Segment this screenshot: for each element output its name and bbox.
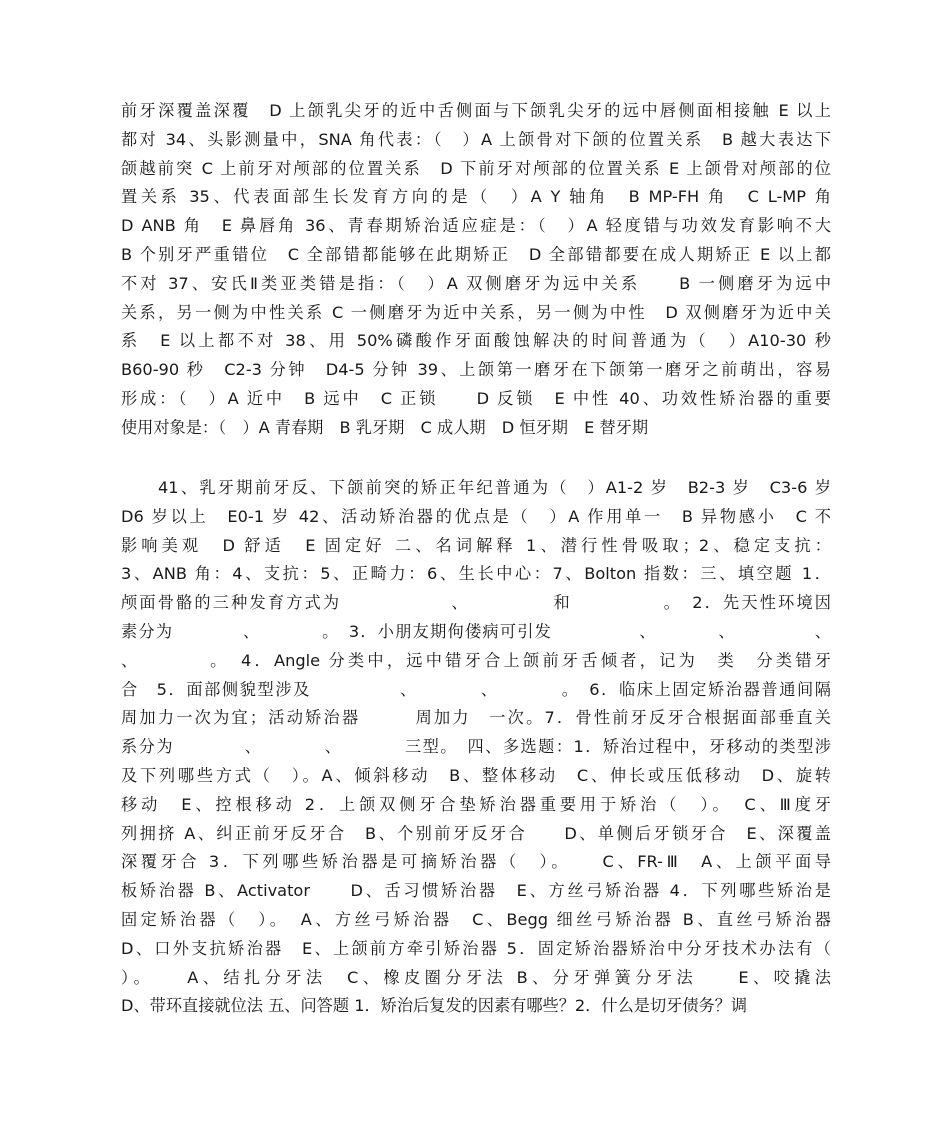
text-line: 周加力一次为宜；活动矫治器 周加力 一次。7．骨性前牙反牙合根据面部垂直关 <box>121 708 831 728</box>
text-line: 深覆牙合 3．下列哪些矫治器是可摘矫治器（ ）。 C、FR-Ⅲ A、上颌平面导 <box>121 852 831 872</box>
text-line: 、 。 4．Angle 分类中，远中错牙合上颌前牙舌倾者，记为 类 分类错牙 <box>121 650 831 670</box>
text-line: D、口外支抗矫治器 E、上颌前方牵引矫治器 5．固定矫治器矫治中分牙技术办法有（ <box>121 938 831 958</box>
text-line: 都对 34、头影测量中，SNA 角代表：（ ）A 上颌骨对下颌的位置关系 B 越大表达下 <box>121 129 831 149</box>
paragraph-questions-33-40 <box>121 97 831 443</box>
text-line: 系分为 、 、 三型。 四、多选题：1．矫治过程中，牙移动的类型涉 <box>121 737 831 757</box>
text-line: 系 E 以上都不对 38、用 50%磷酸作牙面酸蚀解决的时间普通为（ ）A10-30 秒 <box>121 331 831 351</box>
text-line: 固定矫治器（ ）。 A、方丝弓矫治器 C、Begg 细丝弓矫治器 B、直丝弓矫治器 <box>121 909 831 929</box>
text-line: 不对 37、安氏Ⅱ类亚类错是指：（ ）A 双侧磨牙为远中关系 B 一侧磨牙为远中 <box>121 273 831 293</box>
text-line: ）。 A、结扎分牙法 C、橡皮圈分牙法 B、分牙弹簧分牙法 E、咬撬法 <box>121 967 831 987</box>
text-line: D ANB 角 E 鼻唇角 36、青春期矫治适应症是：（ ）A 轻度错与功效发育影响不大 <box>121 216 831 236</box>
text-line: 及下列哪些方式（ ）。A、倾斜移动 B、整体移动 C、伸长或压低移动 D、旋转 <box>121 765 831 785</box>
text-line: 颌越前突 C 上前牙对颅部的位置关系 D 下前牙对颅部的位置关系 E 上颌骨对颅部的位 <box>121 158 831 178</box>
paragraph-questions-41-onward <box>121 474 831 1021</box>
text-line: 颅面骨骼的三种发育方式为 、 和 。 2．先天性环境因 <box>121 593 831 613</box>
text-line: D6 岁以上 E0-1 岁 42、活动矫治器的优点是（ ）A 作用单一 B 异物感小 C 不 <box>121 506 831 526</box>
text-line: 板矫治器 B、Activator D、舌习惯矫治器 E、方丝弓矫治器 4．下列哪些矫治是 <box>121 881 831 901</box>
text-line: 关系，另一侧为中性关系 C 一侧磨牙为近中关系，另一侧为中性 D 双侧磨牙为近中关 <box>121 302 831 322</box>
text-line: 列拥挤 A、纠正前牙反牙合 B、个别前牙反牙合 D、单侧后牙锁牙合 E、深覆盖 <box>121 823 831 843</box>
text-line: 移动 E、控根移动 2．上颌双侧牙合垫矫治器重要用于矫治（ ）。 C、Ⅲ度牙 <box>121 794 831 814</box>
text-line: 素分为 、 。 3．小朋友期佝偻病可引发 、 、 、 <box>121 621 831 641</box>
text-line: 置关系 35、代表面部生长发育方向的是（ ）A Y 轴角 B MP-FH 角 C L-MP 角 <box>121 187 831 207</box>
text-line: 前牙深覆盖深覆 D 上颌乳尖牙的近中舌侧面与下颌乳尖牙的远中唇侧面相接触 E 以上 <box>121 101 831 120</box>
text-line: B60-90 秒 C2-3 分钟 D4-5 分钟 39、上颌第一磨牙在下颌第一磨牙之前萌出，容易 <box>121 360 831 380</box>
text-line: 影响美观 D 舒适 E 固定好 二、名词解释 1、潜行性骨吸取；2、稳定支抗： <box>121 535 831 555</box>
text-line: 形成：（ ）A 近中 B 远中 C 正锁 D 反锁 E 中性 40、功效性矫治器的重要 <box>121 388 831 408</box>
text-line: B 个别牙严重错位 C 全部错都能够在此期矫正 D 全部错都要在成人期矫正 E 以上都 <box>121 244 831 264</box>
text-line: 使用对象是：（ ）A 青春期 B 乳牙期 C 成人期 D 恒牙期 E 替牙期 <box>121 417 649 437</box>
text-line: 41、乳牙期前牙反、下颌前突的矫正年纪普通为（ ）A1-2 岁 B2-3 岁 C3-6 岁 <box>121 478 831 497</box>
text-line: 合 5．面部侧貌型涉及 、 、 。 6．临床上固定矫治器普通间隔 <box>121 679 831 699</box>
text-line: D、带环直接就位法 五、问答题 1．矫治后复发的因素有哪些？2．什么是切牙债务？调 <box>121 996 748 1016</box>
text-line: 3、ANB 角：4、支抗：5、正畸力：6、生长中心：7、Bolton 指数：三、填空题 1． <box>121 564 831 584</box>
